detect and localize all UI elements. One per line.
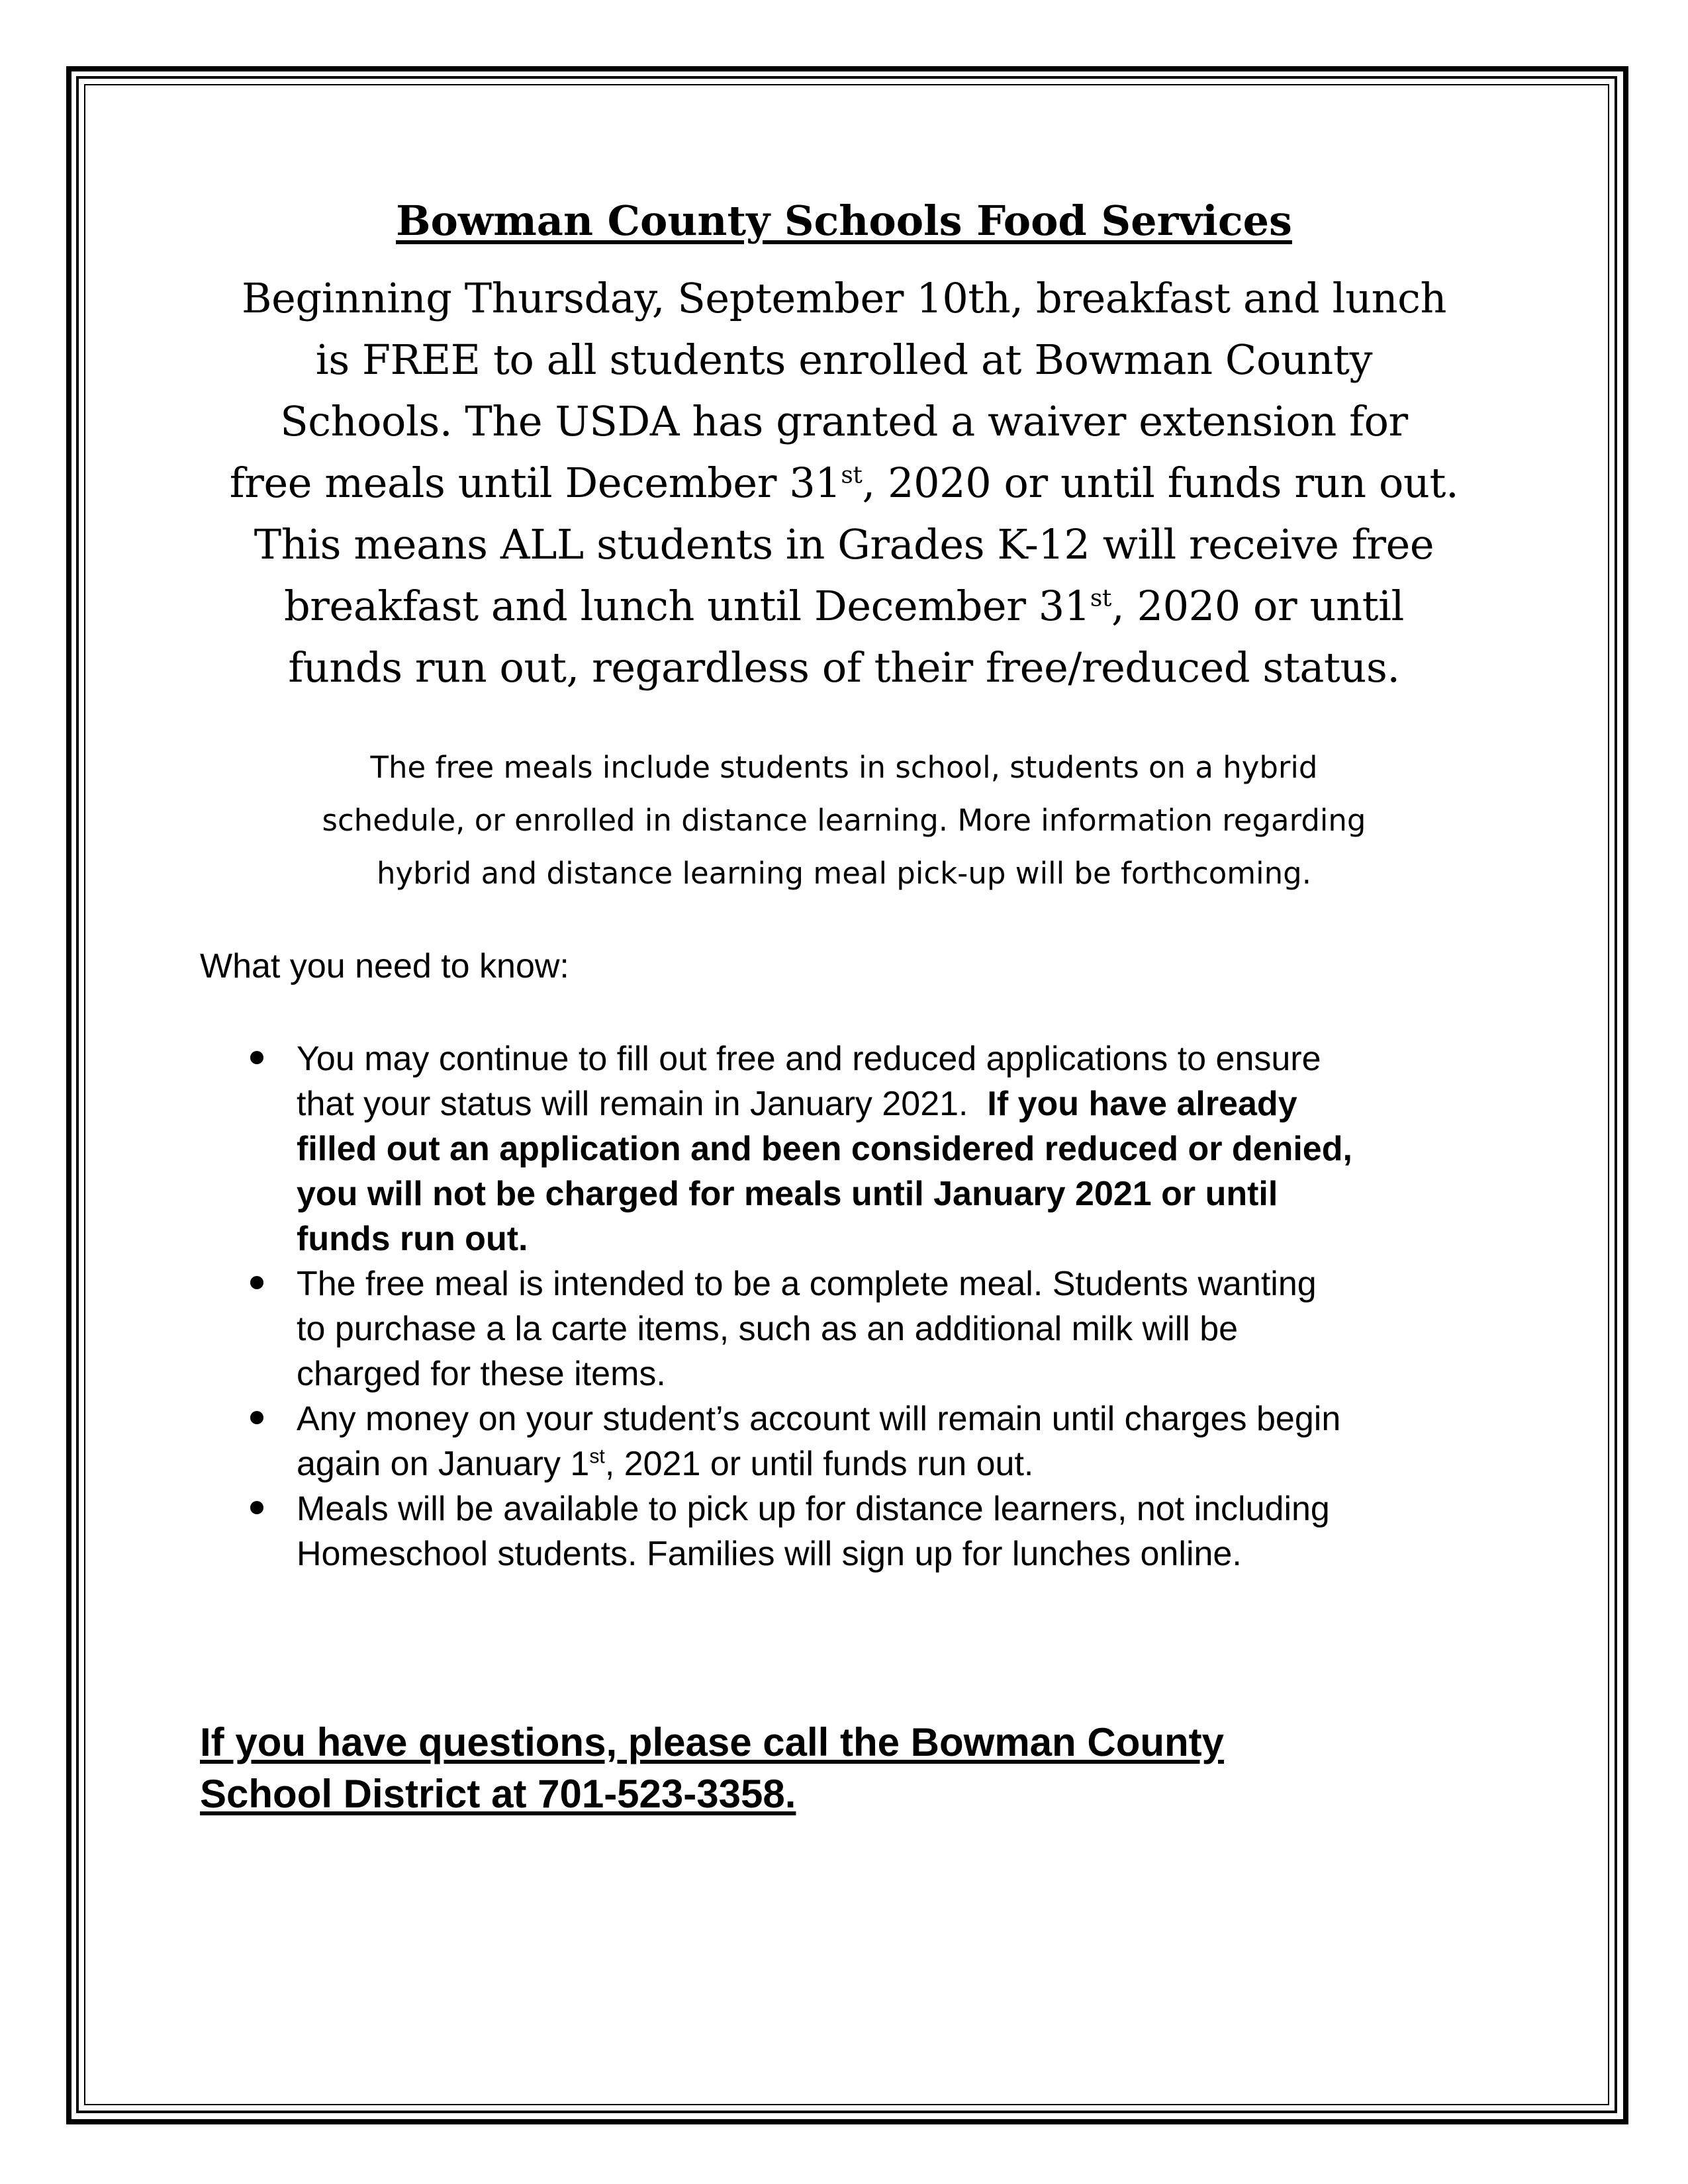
list-item-line (297, 1081, 1554, 1126)
info-line: schedule, or enrolled in distance learning. More information regarding (322, 803, 1366, 838)
bullet-icon (250, 1051, 263, 1064)
list-item-line: You may continue to fill out free and reduced applications to ensure (297, 1040, 1321, 1078)
lead-line (165, 452, 1523, 514)
contact-line: School District at 701-523-3358. (200, 1772, 796, 1816)
ordinal-suffix: st (1090, 584, 1111, 612)
bullet-list (297, 1036, 1554, 1576)
lead-line (165, 575, 1523, 637)
list-item-emphasis: you will not be charged for meals until January 2021 or until (297, 1175, 1278, 1213)
ordinal-suffix: st (841, 461, 863, 489)
lead-line: is FREE to all students enrolled at Bowman County (315, 336, 1373, 384)
info-line: hybrid and distance learning meal pick-up will be forthcoming. (376, 856, 1312, 891)
list-item-emphasis: funds run out. (297, 1220, 528, 1258)
list-item (297, 1486, 1554, 1576)
lead-paragraph (165, 267, 1523, 698)
list-item (297, 1036, 1554, 1261)
lead-text: , 2020 or until funds run out. (862, 459, 1459, 507)
lead-line: Schools. The USDA has granted a waiver extension for (280, 397, 1408, 445)
list-item-line: The free meal is intended to be a complete meal. Students wanting (297, 1265, 1317, 1303)
list-item-line: to purchase a la carte items, such as an additional milk will be (297, 1310, 1239, 1348)
list-item (297, 1261, 1554, 1396)
list-item-line: Homeschool students. Families will sign up for lunches online. (297, 1535, 1242, 1573)
lead-text: free meals until December 31 (229, 459, 841, 507)
contact-notice (200, 1717, 1224, 1820)
lead-line: funds run out, regardless of their free/reduced status. (288, 643, 1400, 692)
ordinal-suffix: st (589, 1445, 605, 1468)
list-item-text: , 2021 or until funds run out. (604, 1445, 1034, 1483)
lead-text: breakfast and lunch until December 31 (284, 582, 1090, 630)
list-item-line: Any money on your student’s account will remain until charges begin (297, 1400, 1341, 1438)
list-item-line: Meals will be available to pick up for distance learners, not including (297, 1490, 1330, 1528)
list-item-text: again on January 1 (297, 1445, 590, 1483)
list-item (297, 1396, 1554, 1486)
document-title: Bowman County Schools Food Services (396, 197, 1292, 245)
lead-line: Beginning Thursday, September 10th, breakfast and lunch (242, 274, 1446, 322)
list-item-line (297, 1441, 1554, 1486)
lead-text: , 2020 or until (1111, 582, 1404, 630)
lead-line: This means ALL students in Grades K-12 will receive free (254, 520, 1434, 569)
info-paragraph (165, 741, 1523, 900)
contact-line: If you have questions, please call the Bowman County (200, 1720, 1224, 1764)
list-item-emphasis: filled out an application and been considered reduced or denied, (297, 1130, 1352, 1168)
bullet-icon (250, 1411, 263, 1424)
info-line: The free meals include students in school, students on a hybrid (370, 750, 1318, 785)
bullet-icon (250, 1276, 263, 1289)
bullet-icon (250, 1501, 263, 1514)
list-item-emphasis: If you have already (987, 1085, 1297, 1123)
list-item-line: charged for these items. (297, 1355, 666, 1393)
list-item-text: that your status will remain in January 2021. (297, 1085, 988, 1123)
section-heading: What you need to know: (200, 947, 569, 985)
